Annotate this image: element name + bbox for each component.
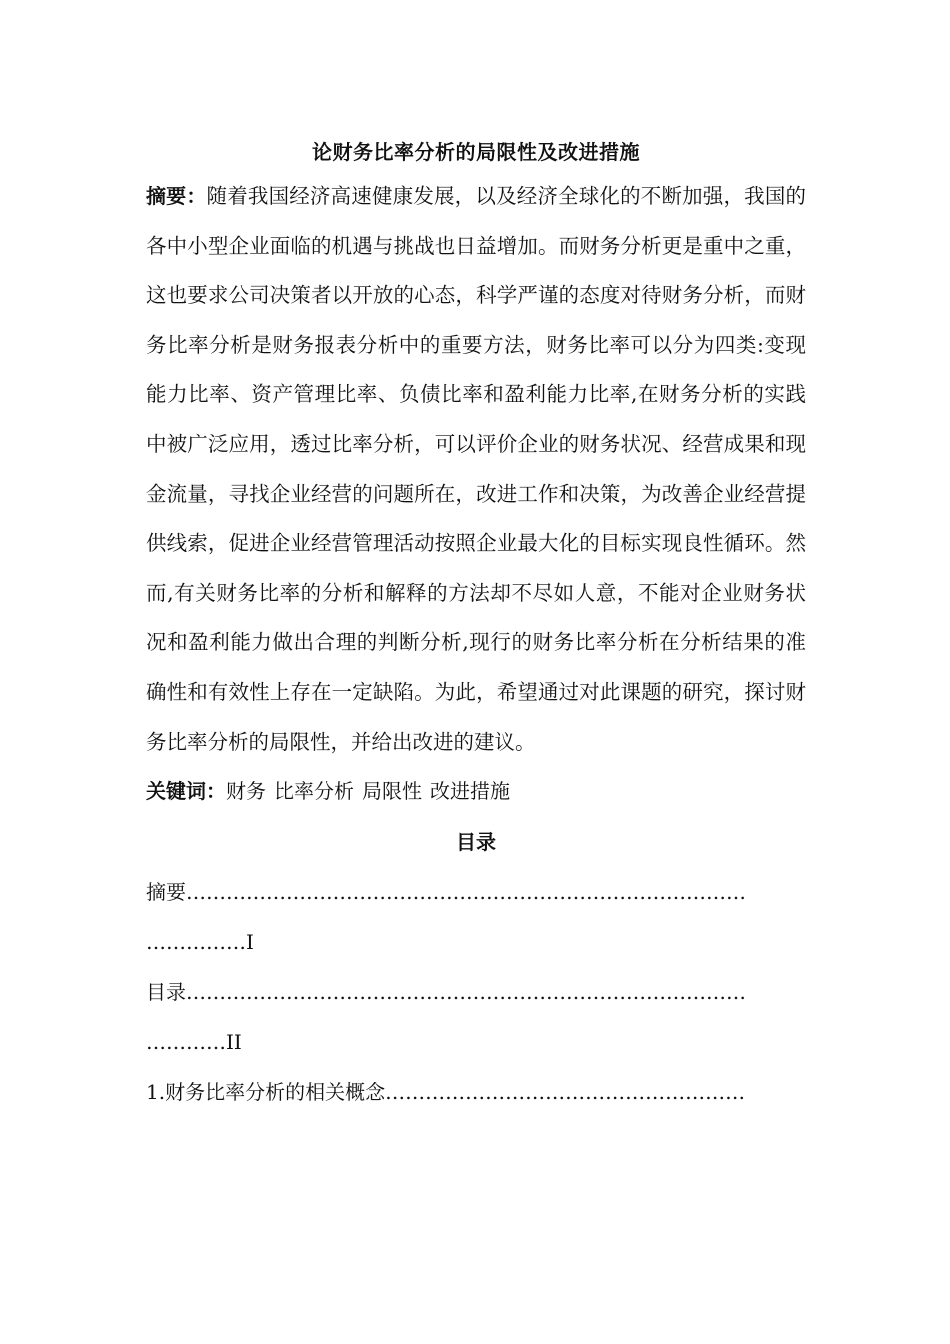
toc-entry-abstract-page[interactable]: ……………I [146,929,254,954]
abstract-paragraph [146,172,806,767]
keyword: 局限性 [362,779,422,804]
toc-title: 目录 [456,829,496,854]
abstract-label: 摘要： [146,184,207,208]
abstract-text: 随着我国经济高速健康发展，以及经济全球化的不断加强，我国的各中小型企业面临的机遇与挑战也日益增加。而财务分析更是重中之重，这也要求公司决策者以开放的心态，科学严谨的态度对待财务分析，而财务比率分析是财务报表分析中的重要方法，财务比率可以分为四类:变现能力比率、资产管理比率、负债比率和盈利能力比率,在财务分析的实践中被广泛应用，透过比率分析，可以评价企业的财务状况、经营成果和现金流量，寻找企业经营的问题所在，改进工作和决策，为改善企业经营提供线索，促进企业经营管理活动按照企业最大化的目标实现良性循环。然而,有关财务比率的分析和解释的方法却不尽如人意，不能对企业财务状况和盈利能力做出合理的判断分析,现行的财务比率分析在分析结果的准确性和有效性上存在一定缺陷。为此，希望通过对此课题的研究，探讨财务比率分析的局限性，并给出改进的建议。 [146,184,807,754]
toc-entry-contents-page[interactable]: …………II [146,1029,242,1054]
toc-entry-abstract[interactable]: 摘要………………………………………………………………………… [146,879,746,904]
keyword: 财务 [226,779,266,804]
keywords-label: 关键词： [146,779,226,804]
keywords-line [146,767,806,817]
document-title: 论财务比率分析的局限性及改进措施 [312,140,640,164]
keyword: 比率分析 [274,779,354,804]
document-page [146,132,806,1117]
toc-entry-chapter-1[interactable]: 1.财务比率分析的相关概念……………………………………………… [146,1079,746,1104]
keyword: 改进措施 [430,779,510,804]
toc-entry-contents[interactable]: 目录………………………………………………………………………… [146,979,746,1004]
